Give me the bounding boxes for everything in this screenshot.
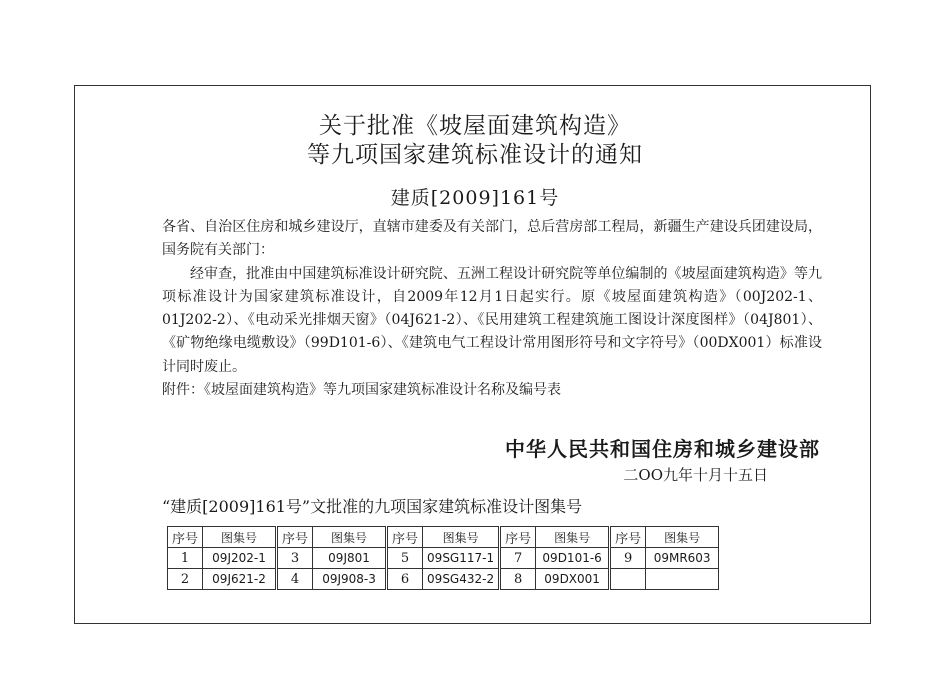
table-row [168,569,719,590]
cell-atlas-code: 09J908-3 [313,569,387,590]
cell-atlas-code: 09J621-2 [203,569,277,590]
header-seq: 序号 [168,527,203,548]
cell-atlas-code: 09J801 [313,548,387,569]
cell-seq: 4 [277,569,313,590]
notice-title-line2: 等九项国家建筑标准设计的通知 [307,142,643,168]
table-row [168,548,719,569]
cell-atlas-code: 09J202-1 [203,548,277,569]
cell-seq: 3 [277,548,313,569]
cell-atlas-code [646,569,719,590]
cell-seq: 1 [168,548,203,569]
table-caption: “建质[2009]161号”文批准的九项国家建筑标准设计图集号 [162,497,583,516]
cell-atlas-code: 09SG432-2 [423,569,500,590]
cell-seq: 6 [387,569,423,590]
signature-block [505,436,820,486]
cell-seq: 7 [500,548,536,569]
header-code: 图集号 [536,527,610,548]
cell-atlas-code: 09SG117-1 [423,548,500,569]
header-code: 图集号 [313,527,387,548]
header-seq: 序号 [387,527,423,548]
header-code: 图集号 [423,527,500,548]
issue-date: 二OO九年十月十五日 [623,466,768,484]
recipients-paragraph: 各省、自治区住房和城乡建设厅，直辖市建委及有关部门，总后营房部工程局，新疆生产建设兵团建设局，国务院有关部门： [162,219,822,259]
notice-title-line1: 关于批准《坡屋面建筑构造》 [319,113,631,139]
attachment-line: 附件：《坡屋面建筑构造》等九项国家建筑标准设计名称及编号表 [162,382,561,399]
notice-body [162,216,822,402]
header-seq: 序号 [500,527,536,548]
cell-seq [610,569,646,590]
header-code: 图集号 [646,527,719,548]
cell-atlas-code: 09D101-6 [536,548,610,569]
atlas-number-table [167,526,719,590]
issuing-organization: 中华人民共和国住房和城乡建设部 [505,437,820,461]
cell-seq: 8 [500,569,536,590]
cell-seq: 2 [168,569,203,590]
cell-seq: 5 [387,548,423,569]
cell-seq: 9 [610,548,646,569]
header-seq: 序号 [610,527,646,548]
main-paragraph: 经审查，批准由中国建筑标准设计研究院、五洲工程设计研究院等单位编制的《坡屋面建筑构造》等九项标准设计为国家建筑标准设计，自2009年12月1日起实行。原《坡屋面建筑构造》（00J202-1、01J202-2）、《电动采光排烟天窗》（04J621-2）、《民用建筑工程建筑施工图设计深度图样》（04J801）、《矿物绝缘电缆敷设》（99D101-6）、《建筑电气工程设计常用图形符号和文字符号》（00DX001）标准设计同时废止。 [162,265,822,375]
cell-atlas-code: 09DX001 [536,569,610,590]
table-header-row [168,527,719,548]
document-number: 建质[2009]161号 [390,187,560,209]
cell-atlas-code: 09MR603 [646,548,719,569]
header-code: 图集号 [203,527,277,548]
header-seq: 序号 [277,527,313,548]
